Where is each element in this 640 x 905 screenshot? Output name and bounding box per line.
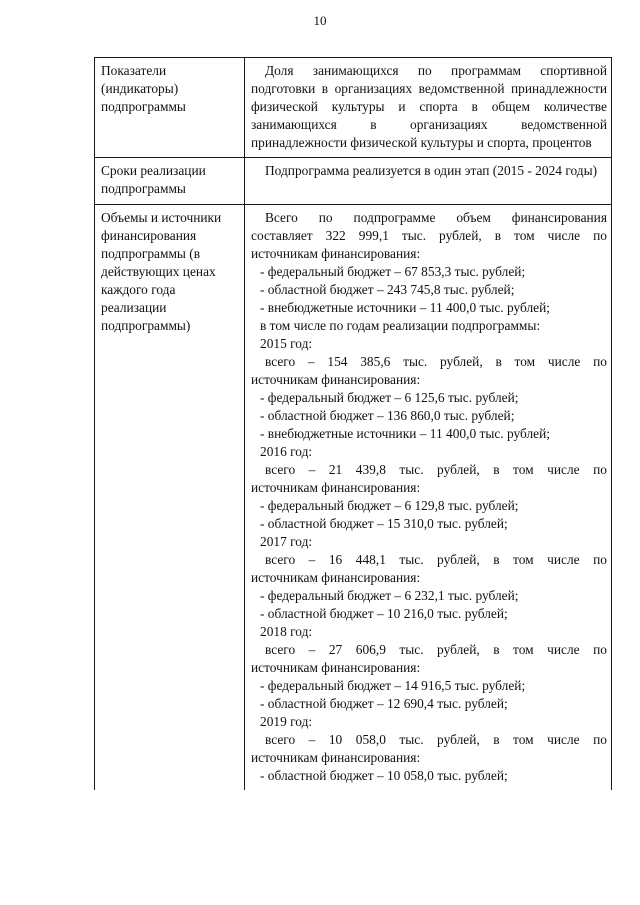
year-2016-total: всего – 21 439,8 тыс. рублей, в том числе по [265, 462, 607, 477]
subprogram-passport-table [94, 57, 612, 790]
year-2018-sources: источникам финансирования: [251, 660, 421, 675]
table-row-funding [95, 205, 612, 791]
year-2015-total: всего – 154 385,6 тыс. рублей, в том числе по [265, 354, 607, 369]
funding-by-years: в том числе по годам реализации подпрограммы: [260, 318, 541, 333]
year-2018-federal: - федеральный бюджет – 14 916,5 тыс. рублей; [260, 678, 526, 693]
year-2017-federal: - федеральный бюджет – 6 232,1 тыс. рублей; [260, 588, 519, 603]
row-label-funding: Объемы и источники финансирования подпрограммы (в действующих ценах каждого года реализации подпрограммы) [95, 205, 245, 791]
row-value-indicators: Доля занимающихся по программам спортивной подготовки в организациях ведомственной принадлежности физической культуры и спорта в общем количестве занимающихся в организациях ведомственной принадлежности физической культуры и спорта, процентов [251, 63, 607, 150]
year-2019-sources: источникам финансирования: [251, 750, 421, 765]
year-2015-extra: - внебюджетные источники – 11 400,0 тыс. рублей; [260, 426, 551, 441]
year-2017-regional: - областной бюджет – 10 216,0 тыс. рублей; [260, 606, 508, 621]
year-2017-total: всего – 16 448,1 тыс. рублей, в том числе по [265, 552, 607, 567]
table-row-terms [95, 158, 612, 205]
year-2015-heading: 2015 год: [260, 336, 313, 351]
year-2016-heading: 2016 год: [260, 444, 313, 459]
year-2018-regional: - областной бюджет – 12 690,4 тыс. рублей; [260, 696, 508, 711]
year-2016-regional: - областной бюджет – 15 310,0 тыс. рублей; [260, 516, 508, 531]
year-2015-regional: - областной бюджет – 136 860,0 тыс. рублей; [260, 408, 515, 423]
row-value-indicators-cell [245, 58, 612, 158]
funding-total-line: Всего по подпрограмме объем финансирования [265, 210, 607, 225]
year-2017-heading: 2017 год: [260, 534, 313, 549]
year-2019-regional: - областной бюджет – 10 058,0 тыс. рублей; [260, 768, 508, 783]
row-label-terms: Сроки реализации подпрограммы [95, 158, 245, 205]
year-2018-total: всего – 27 606,9 тыс. рублей, в том числе по [265, 642, 607, 657]
year-2019-heading: 2019 год: [260, 714, 313, 729]
row-value-terms-cell [245, 158, 612, 205]
funding-extra: - внебюджетные источники – 11 400,0 тыс. рублей; [260, 300, 551, 315]
table-row-indicators [95, 58, 612, 158]
year-2019-total: всего – 10 058,0 тыс. рублей, в том числе по [265, 732, 607, 747]
funding-total-amount: составляет 322 999,1 тыс. рублей, в том числе по [251, 228, 607, 243]
funding-federal: - федеральный бюджет – 67 853,3 тыс. рублей; [260, 264, 526, 279]
year-2016-federal: - федеральный бюджет – 6 129,8 тыс. рублей; [260, 498, 519, 513]
funding-regional: - областной бюджет – 243 745,8 тыс. рублей; [260, 282, 515, 297]
page-number: 10 [313, 13, 327, 28]
row-label-indicators: Показатели (индикаторы) подпрограммы [95, 58, 245, 158]
year-2017-sources: источникам финансирования: [251, 570, 421, 585]
funding-sources-line: источникам финансирования: [251, 246, 421, 261]
year-2016-sources: источникам финансирования: [251, 480, 421, 495]
year-2018-heading: 2018 год: [260, 624, 313, 639]
row-value-terms: Подпрограмма реализуется в один этап (2015 - 2024 годы) [265, 163, 598, 178]
year-2015-sources: источникам финансирования: [251, 372, 421, 387]
row-value-funding [245, 205, 612, 791]
year-2015-federal: - федеральный бюджет – 6 125,6 тыс. рублей; [260, 390, 519, 405]
